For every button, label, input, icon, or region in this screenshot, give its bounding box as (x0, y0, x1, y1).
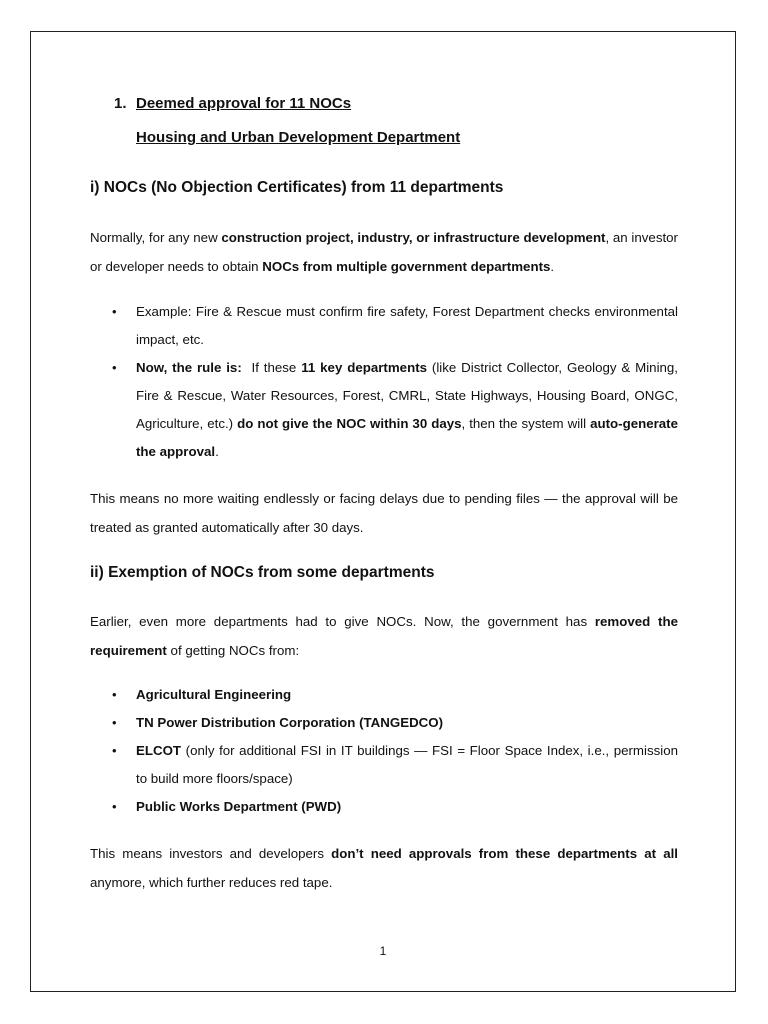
text-run: anymore, which further reduces red tape. (90, 875, 333, 890)
section-2-paragraph-1 (90, 607, 678, 665)
heading-title: Deemed approval for 11 NOCs (136, 95, 352, 112)
text-run: Earlier, even more departments had to give NOCs. Now, the government has (90, 614, 595, 629)
list-item (90, 354, 678, 466)
section-1-paragraph-2: This means no more waiting endlessly or facing delays due to pending files — the approval will be treated as granted automatically after 30 days. (90, 491, 678, 535)
list-item-text: TN Power Distribution Corporation (TANGEDCO) (136, 715, 444, 730)
page-content (90, 94, 678, 897)
text-run-bold: construction project, industry, or infrastructure development (221, 230, 606, 245)
text-run: If these (241, 360, 302, 375)
text-run-bold: don’t need approvals from these departments at all (331, 846, 678, 861)
section-1-paragraph-1 (90, 223, 678, 281)
text-run-bold: removed the requirement (90, 614, 678, 658)
text-run: of getting NOCs from: (166, 643, 300, 658)
text-run: . (215, 444, 219, 459)
text-run-bold: do not give the NOC within 30 days (237, 416, 462, 431)
heading-number: 1. (114, 95, 127, 112)
page-number: 1 (379, 944, 387, 958)
list-item (90, 298, 678, 354)
text-run-bold: NOCs from multiple government departments (262, 259, 551, 274)
list-item-text: Example: Fire & Rescue must confirm fire safety, Forest Department checks environmental impact, etc. (136, 304, 678, 347)
text-run: (only for additional FSI in IT buildings — FSI = Floor Space Index, i.e., permission to build more floors/space) (136, 743, 678, 786)
text-run: This means investors and developers (90, 846, 332, 861)
list-item (90, 681, 678, 709)
section-1-bullet-list (90, 298, 678, 466)
list-item-text: Public Works Department (PWD) (136, 799, 342, 814)
text-run: , an investor or developer needs to obtain (90, 230, 678, 274)
section-2-bullet-list (90, 681, 678, 821)
list-item (90, 793, 678, 821)
text-run-bold: auto-generate the approval (136, 416, 679, 459)
document-page (30, 31, 736, 992)
list-item-text: Agricultural Engineering (136, 687, 292, 702)
section-1-title: i) NOCs (No Objection Certificates) from 11 departments (90, 179, 504, 196)
text-run-bold: 11 key departments (301, 360, 428, 375)
text-run: (like District Collector, Geology & Mining, Fire & Rescue, Water Resources, Forest, CMRL, State Highways, Housing Board, ONGC, Agriculture, etc.) (136, 360, 679, 431)
text-run: Normally, for any new (90, 230, 222, 245)
list-item (90, 737, 678, 793)
text-run-bold: ELCOT (136, 743, 182, 758)
section-2-title: ii) Exemption of NOCs from some departments (90, 564, 435, 581)
text-run-bold: Now, the rule is: (136, 360, 242, 375)
section-2-paragraph-2 (90, 839, 678, 897)
heading-line-1 (114, 94, 678, 114)
text-run: . (550, 259, 555, 274)
text-run: , then the system will (461, 416, 591, 431)
list-item (90, 709, 678, 737)
heading-subtitle: Housing and Urban Development Department (136, 129, 461, 146)
